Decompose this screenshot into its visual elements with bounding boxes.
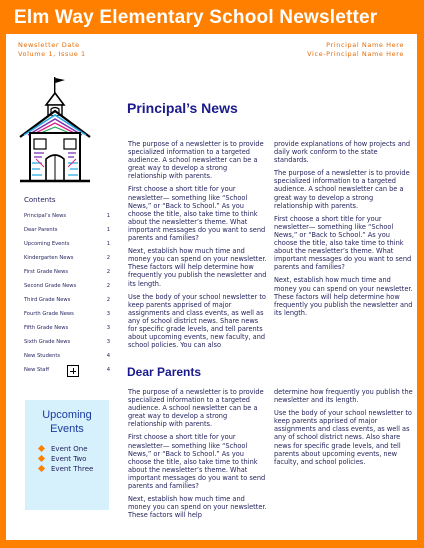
toc-item-label: Principal’s News [24,213,67,219]
toc-page-number: 1 [106,241,110,247]
diamond-bullet-icon [38,465,45,472]
dear-parents-column-2[interactable] [274,388,413,471]
paragraph: The purpose of a newsletter is to provide specialized information to a targeted audience. A school newsletter can be a great way to develop a strong relationship with parents. [128,388,264,429]
event-label: Event Three [51,465,94,473]
principals-news-column-2[interactable] [274,140,413,322]
toc-item-label: Fifth Grade News [24,325,69,331]
toc-page-number: 4 [106,367,110,373]
toc-item-label: Kindergarten News [24,255,74,261]
schoolhouse-clipart [18,75,92,187]
events-heading-line2: Events [50,423,84,435]
toc-page-number: 3 [106,325,110,331]
toc-item-label: Upcoming Events [24,241,70,247]
toc-item[interactable] [24,283,110,297]
events-heading-line1: Upcoming [42,409,92,421]
newsletter-title: Elm Way Elementary School Newsletter [14,7,378,28]
staff-info [307,41,404,59]
toc-page-number: 2 [106,283,110,289]
toc-item[interactable] [24,255,110,269]
vice-principal-name[interactable]: Vice-Principal Name Here [307,50,404,58]
toc-item[interactable] [24,269,110,283]
paragraph: The purpose of a newsletter is to provide specialized information to a targeted audience. A school newsletter can be a great way to develop a strong relationship with parents. [128,140,264,181]
toc-item[interactable] [24,297,110,311]
event-item[interactable] [39,444,93,454]
event-label: Event One [51,445,88,453]
toc-page-number: 2 [106,255,110,261]
issue-info [18,41,86,59]
paragraph: Next, establish how much time and money you can spend on your newsletter. These factors will help determine how frequently you publish the newsletter and its length. [274,276,413,317]
toc-item[interactable] [24,241,110,255]
toc-item-label: Sixth Grade News [24,339,71,345]
toc-item-label: Third Grade News [24,297,71,303]
paragraph: The purpose of a newsletter is to provide specialized information to a targeted audience. A school newsletter can be a great way to develop a strong relationship with parents. [274,169,410,210]
toc-item[interactable] [24,311,110,325]
toc-item-label: Second Grade News [24,283,77,289]
principal-name[interactable]: Principal Name Here [326,41,404,49]
table-of-contents [24,213,110,381]
paragraph: Use the body of your school newsletter to keep parents apprised of major assignments and class events, as well as any of school district news. Also share news for specific grade levels, and tell parents about upcoming events, new faculty, and school policies. [274,409,412,466]
toc-page-number: 2 [106,269,110,275]
paragraph: determine how frequently you publish the newsletter and its length. [274,388,413,405]
toc-page-number: 2 [106,297,110,303]
toc-item[interactable] [24,325,110,339]
events-heading [25,408,109,436]
event-item[interactable] [39,464,93,474]
toc-item[interactable] [24,213,110,227]
newsletter-date[interactable]: Newsletter Date [18,41,80,49]
contents-heading: Contents [24,196,56,204]
toc-page-number: 1 [106,227,110,233]
upcoming-events-box [25,400,109,510]
diamond-bullet-icon [38,455,45,462]
toc-item[interactable] [24,227,110,241]
table-move-handle[interactable] [67,365,79,377]
principals-news-column-1[interactable] [128,140,267,354]
toc-item[interactable] [24,339,110,353]
toc-item-label: New Students [24,353,61,359]
paragraph: First choose a short title for your newsletter— something like “School News,” or “Back to School.” As you choose the title, also take time to think about the newsletter’s theme. What important messages do you want to send parents and families? [128,185,266,243]
toc-page-number: 1 [106,213,110,219]
paragraph: Next, establish how much time and money you can spend on your newsletter. These factors will help [128,495,267,520]
event-item[interactable] [39,454,93,464]
event-label: Event Two [51,455,87,463]
paragraph: Next, establish how much time and money you can spend on your newsletter. These factors will help determine how frequently you publish the newsletter and its length. [128,247,267,288]
toc-page-number: 3 [106,339,110,345]
toc-item-label: New Staff [24,367,50,373]
paragraph: First choose a short title for your newsletter— something like “School News,” or “Back to School.” As you choose the title, also take time to think about the newsletter’s theme. What important messages do you want to send parents and families? [128,433,266,491]
dear-parents-column-1[interactable] [128,388,267,524]
toc-page-number: 3 [106,311,110,317]
paragraph: provide explanations of how projects and daily work conform to the state standards. [274,140,411,165]
principals-news-heading[interactable]: Principal’s News [127,100,238,116]
dear-parents-heading[interactable]: Dear Parents [127,365,202,379]
diamond-bullet-icon [38,445,45,452]
events-list [39,444,93,474]
volume-issue[interactable]: Volume 1, Issue 1 [18,50,86,58]
toc-item-label: Dear Parents [24,227,58,233]
paragraph: First choose a short title for your newsletter— something like “School News,” or “Back to School.” As you choose the title, also take time to think about the newsletter’s theme. What important messages do you want to send parents and families? [274,214,412,272]
toc-page-number: 4 [106,353,110,359]
toc-item-label: First Grade News [24,269,69,275]
toc-item-label: Fourth Grade News [24,311,74,317]
paragraph: Use the body of your school newsletter to keep parents apprised of major assignments and class events, as well as any of school district news. Share news for specific grade levels, and tell parents about upcoming events, new faculty, and school policies. You can also [128,292,266,350]
